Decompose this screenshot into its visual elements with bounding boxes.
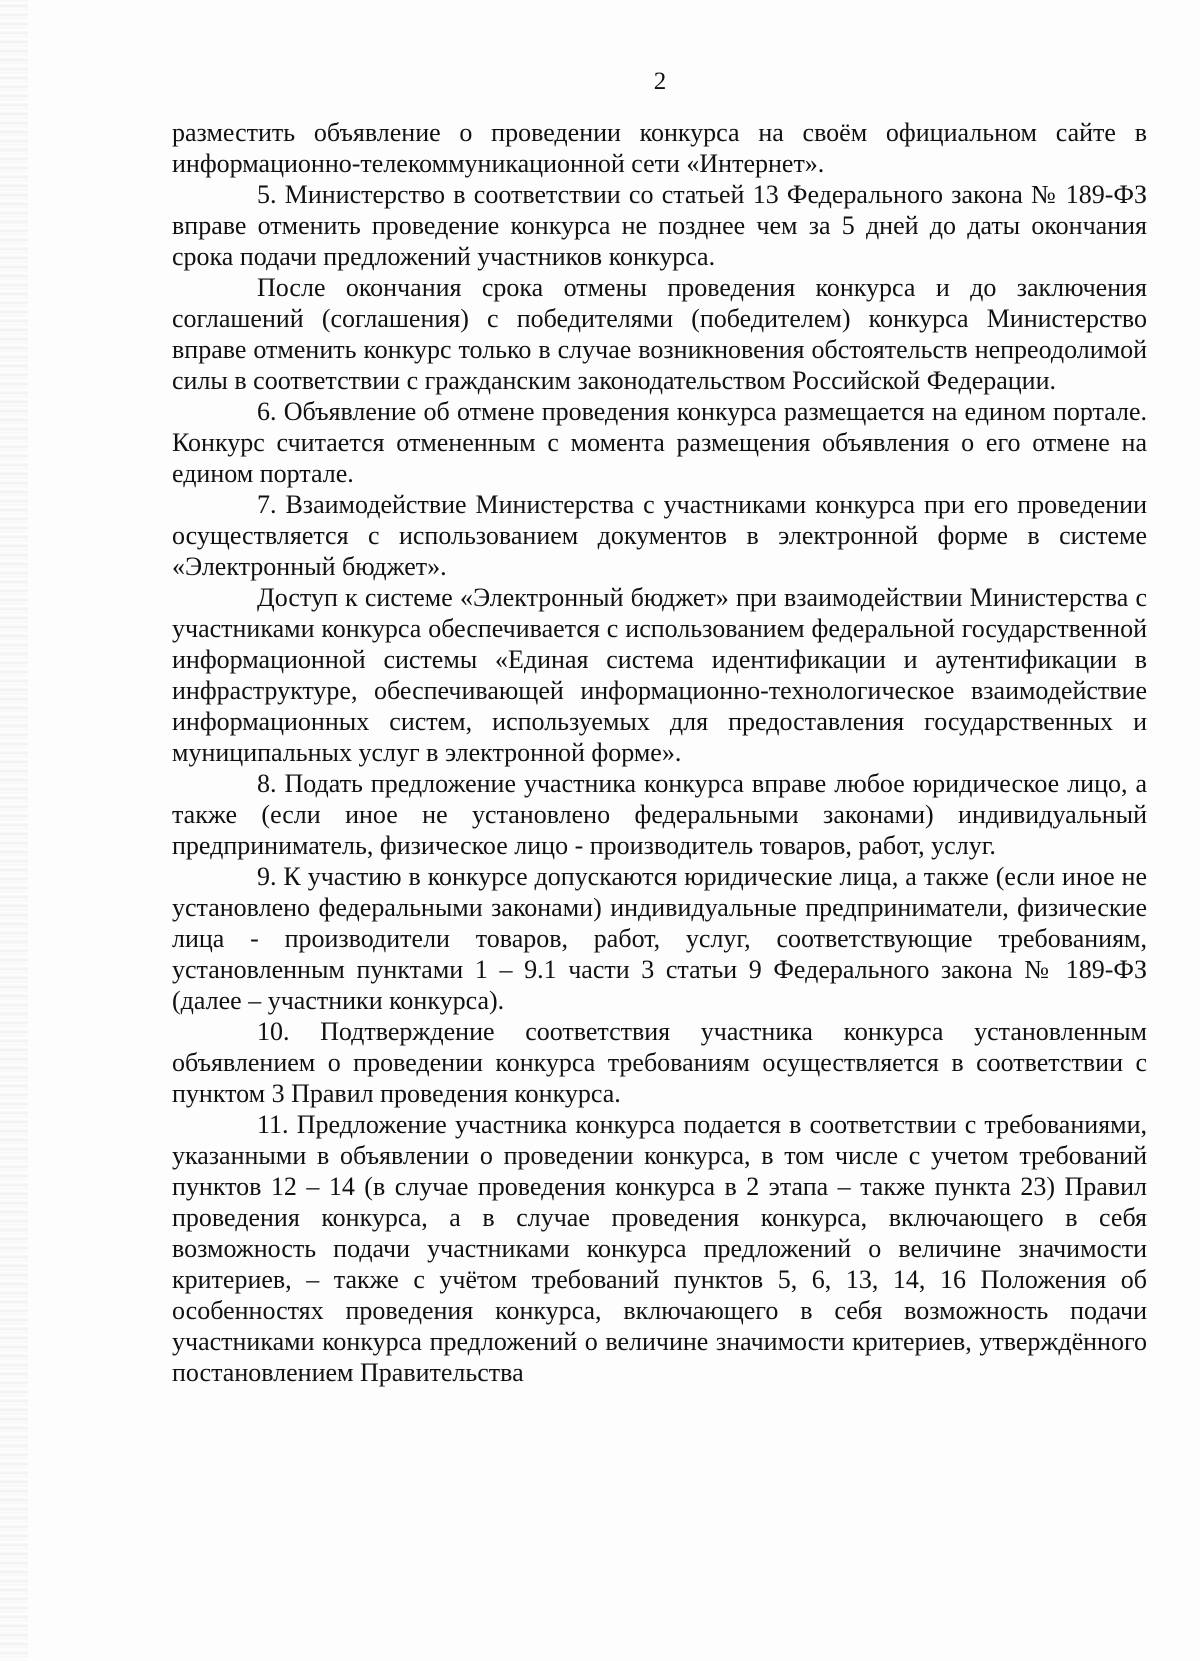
paragraph-item-8: 8. Подать предложение участника конкурса вправе любое юридическое лицо, а также (если иное не установлено федеральными законами) индивидуальный предприниматель, физическое лицо - производитель товаров, работ, услуг. — [172, 769, 1147, 860]
paragraph-access: Доступ к системе «Электронный бюджет» при взаимодействии Министерства с участниками конкурса обеспечивается с использованием федеральной государственной информационной системы «Единая система идентификации и аутентификации в инфраструктуре, обеспечивающей информационно-технологическое взаимодействие информационных систем, используемых для предоставления государственных и муниципальных услуг в электронной форме». — [172, 583, 1147, 767]
paragraph-item-9: 9. К участию в конкурсе допускаются юридические лица, а также (если иное не установлено федеральными законами) индивидуальные предприниматели, физические лица - производители товаров, работ, услуг, соответствующие требованиям, установленным пунктами 1 – 9.1 части 3 статьи 9 Федерального закона № 189-ФЗ (далее – участники конкурса). — [172, 862, 1147, 1015]
paragraph-item-6: 6. Объявление об отмене проведения конкурса размещается на едином портале. Конкурс считается отмененным с момента размещения объявления о его отмене на едином портале. — [172, 397, 1147, 488]
paragraph-item-10: 10. Подтверждение соответствия участника конкурса установленным объявлением о проведении конкурса требованиям осуществляется в соответствии с пунктом 3 Правил проведения конкурса. — [172, 1017, 1147, 1108]
paragraph-item-7: 7. Взаимодействие Министерства с участниками конкурса при его проведении осуществляется с использованием документов в электронной форме в системе «Электронный бюджет». — [172, 490, 1147, 581]
page-number: 2 — [653, 68, 667, 95]
document-body — [172, 117, 1147, 1388]
paragraph-continuation: разместить объявление о проведении конкурса на своём официальном сайте в информационно-телекоммуникационной сети «Интернет». — [172, 118, 1147, 178]
paragraph-item-5: 5. Министерство в соответствии со статьей 13 Федерального закона № 189-ФЗ вправе отменить проведение конкурса не позднее чем за 5 дней до даты окончания срока подачи предложений участников конкурса. — [172, 180, 1147, 271]
paragraph-cancellation: После окончания срока отмены проведения конкурса и до заключения соглашений (соглашения) с победителями (победителем) конкурса Министерство вправе отменить конкурс только в случае возникновения обстоятельств непреодолимой силы в соответствии с гражданским законодательством Российской Федерации. — [172, 273, 1147, 395]
scan-edge — [0, 0, 28, 1661]
paragraph-item-11: 11. Предложение участника конкурса подается в соответствии с требованиями, указанными в объявлении о проведении конкурса, в том числе с учетом требований пунктов 12 – 14 (в случае проведения конкурса в 2 этапа – также пункта 23) Правил проведения конкурса, а в случае проведения конкурса, включающего в себя возможность подачи участниками конкурса предложений о величине значимости критериев, – также с учётом требований пунктов 5, 6, 13, 14, 16 Положения об особенностях проведения конкурса, включающего в себя возможность подачи участниками конкурса предложений о величине значимости критериев, утверждённого постановлением Правительства — [172, 1110, 1147, 1387]
